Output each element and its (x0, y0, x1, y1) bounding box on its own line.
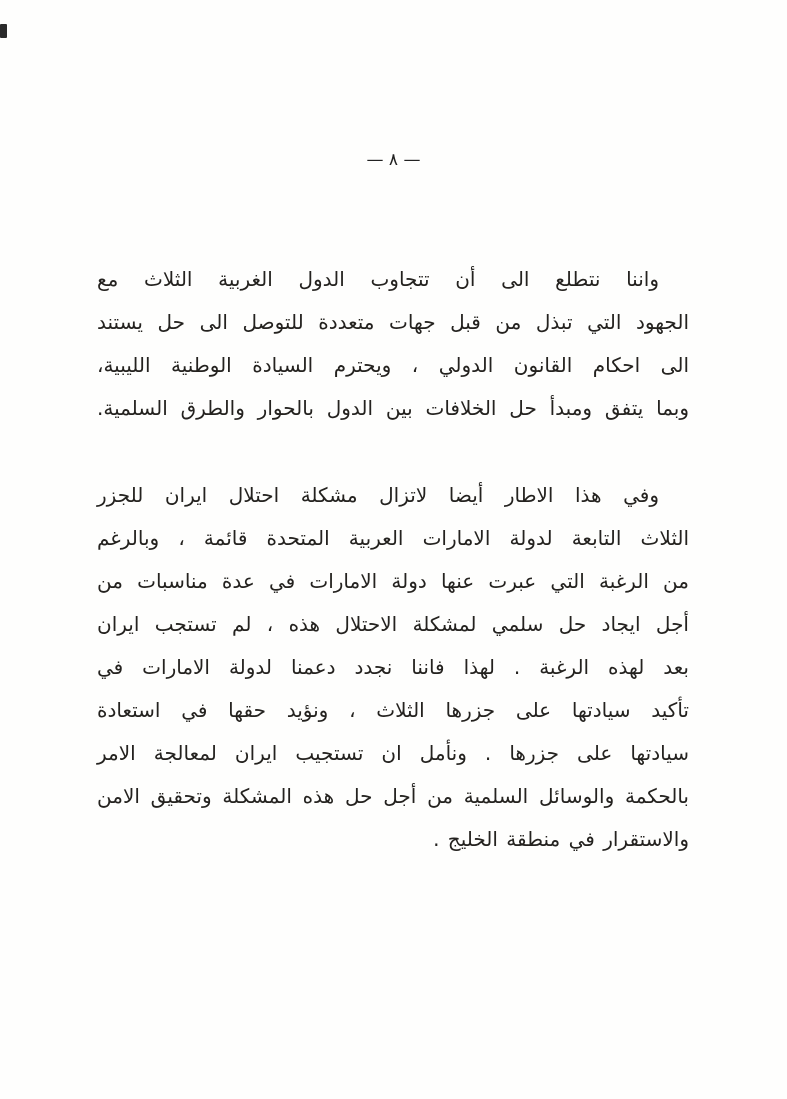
paragraph-1 (97, 258, 689, 430)
text-line: أجل ايجاد حل سلمي لمشكلة الاحتلال هذه ، لم تستجب ايران (97, 612, 689, 636)
text-line: بالحكمة والوسائل السلمية من أجل حل هذه المشكلة وتحقيق الامن (97, 784, 689, 808)
page-number: — ٨ — (366, 150, 421, 170)
scan-artifact-mark (0, 24, 7, 38)
text-line: بعد لهذه الرغبة . لهذا فاننا نجدد دعمنا لدولة الامارات في (97, 655, 689, 679)
text-line: واننا نتطلع الى أن تتجاوب الدول الغربية الثلاث مع (97, 267, 659, 291)
paragraph-2 (97, 474, 689, 861)
text-line: الثلاث التابعة لدولة الامارات العربية المتحدة قائمة ، وبالرغم (97, 526, 689, 550)
text-line: وفي هذا الاطار أيضا لاتزال مشكلة احتلال ايران للجزر (97, 483, 659, 507)
document-body (97, 258, 689, 905)
text-line: والاستقرار في منطقة الخليج . (433, 827, 689, 851)
text-line: تأكيد سيادتها على جزرها الثلاث ، ونؤيد حقها في استعادة (97, 698, 689, 722)
text-line: وبما يتفق ومبدأ حل الخلافات بين الدول بالحوار والطرق السلمية. (97, 396, 689, 420)
text-line: الى احكام القانون الدولي ، ويحترم السيادة الوطنية الليبية، (97, 353, 689, 377)
text-line: الجهود التي تبذل من قبل جهات متعددة للتوصل الى حل يستند (97, 310, 689, 334)
text-line: سيادتها على جزرها . ونأمل ان تستجيب ايران لمعالجة الامر (97, 741, 689, 765)
text-line: من الرغبة التي عبرت عنها دولة الامارات في عدة مناسبات من (97, 569, 689, 593)
